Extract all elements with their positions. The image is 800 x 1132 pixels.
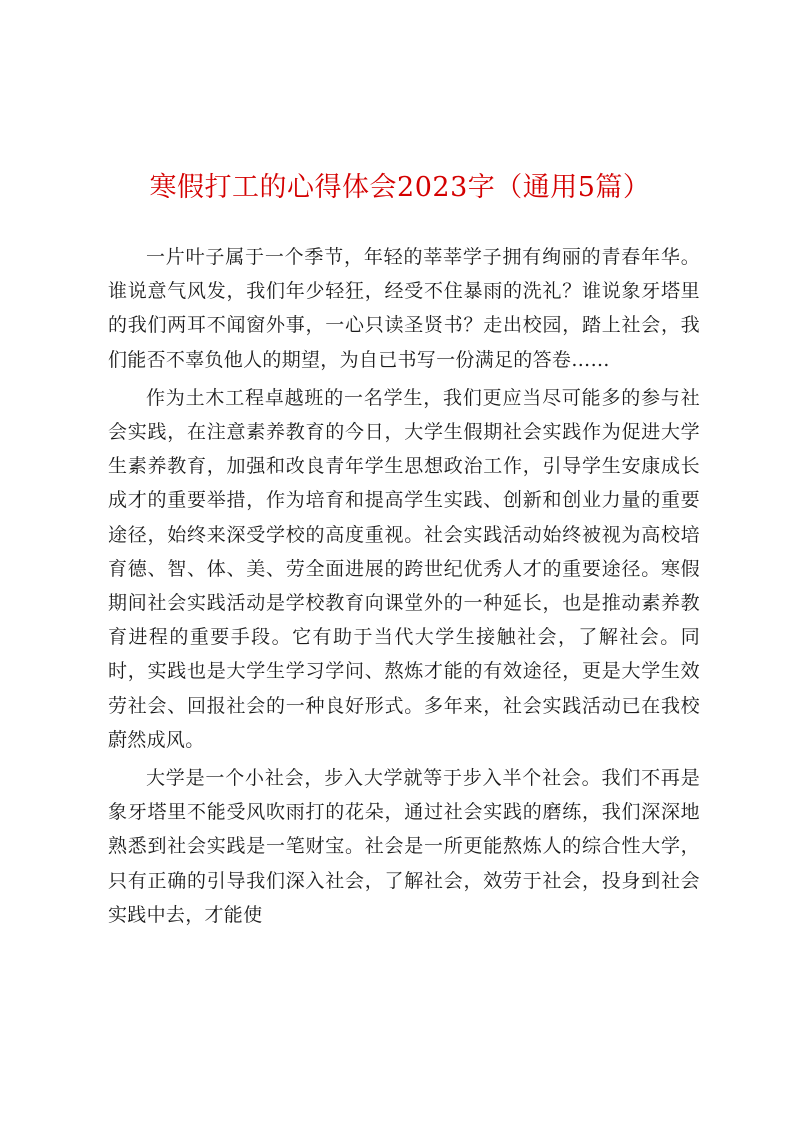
paragraph-3: 大学是一个小社会，步入大学就等于步入半个社会。我们不再是象牙塔里不能受风吹雨打的花朵，通过社会实践的磨练，我们深深地熟悉到社会实践是一笔财宝。社会是一所更能熬炼人的综合性大学，只有正确的引导我们深入社会，了解社会，效劳于社会，投身到社会实践中去，才能使 <box>108 767 700 926</box>
document-body <box>108 240 700 936</box>
document-title: 寒假打工的心得体会2023字（通用5篇） <box>149 172 651 203</box>
paragraph-1: 一片叶子属于一个季节，年轻的莘莘学子拥有绚丽的青春年华。谁说意气风发，我们年少轻狂，经受不住暴雨的洗礼？谁说象牙塔里的我们两耳不闻窗外事，一心只读圣贤书？走出校园，踏上社会，我们能否不辜负他人的期望，为自已书写一份满足的答卷…… <box>108 246 700 371</box>
paragraph-2: 作为土木工程卓越班的一名学生，我们更应当尽可能多的参与社会实践，在注意素养教育的今日，大学生假期社会实践作为促进大学生素养教育，加强和改良青年学生思想政治工作，引导学生安康成长成才的重要举措，作为培育和提高学生实践、创新和创业力量的重要途径，始终来深受学校的高度重视。社会实践活动始终被视为高校培育德、智、体、美、劳全面进展的跨世纪优秀人才的重要途径。寒假期间社会实践活动是学校教育向课堂外的一种延长，也是推动素养教育进程的重要手段。它有助于当代大学生接触社会，了解社会。同时，实践也是大学生学习学问、熬炼才能的有效途径，更是大学生效劳社会、回报社会的一种良好形式。多年来，社会实践活动已在我校蔚然成风。 <box>108 386 700 751</box>
